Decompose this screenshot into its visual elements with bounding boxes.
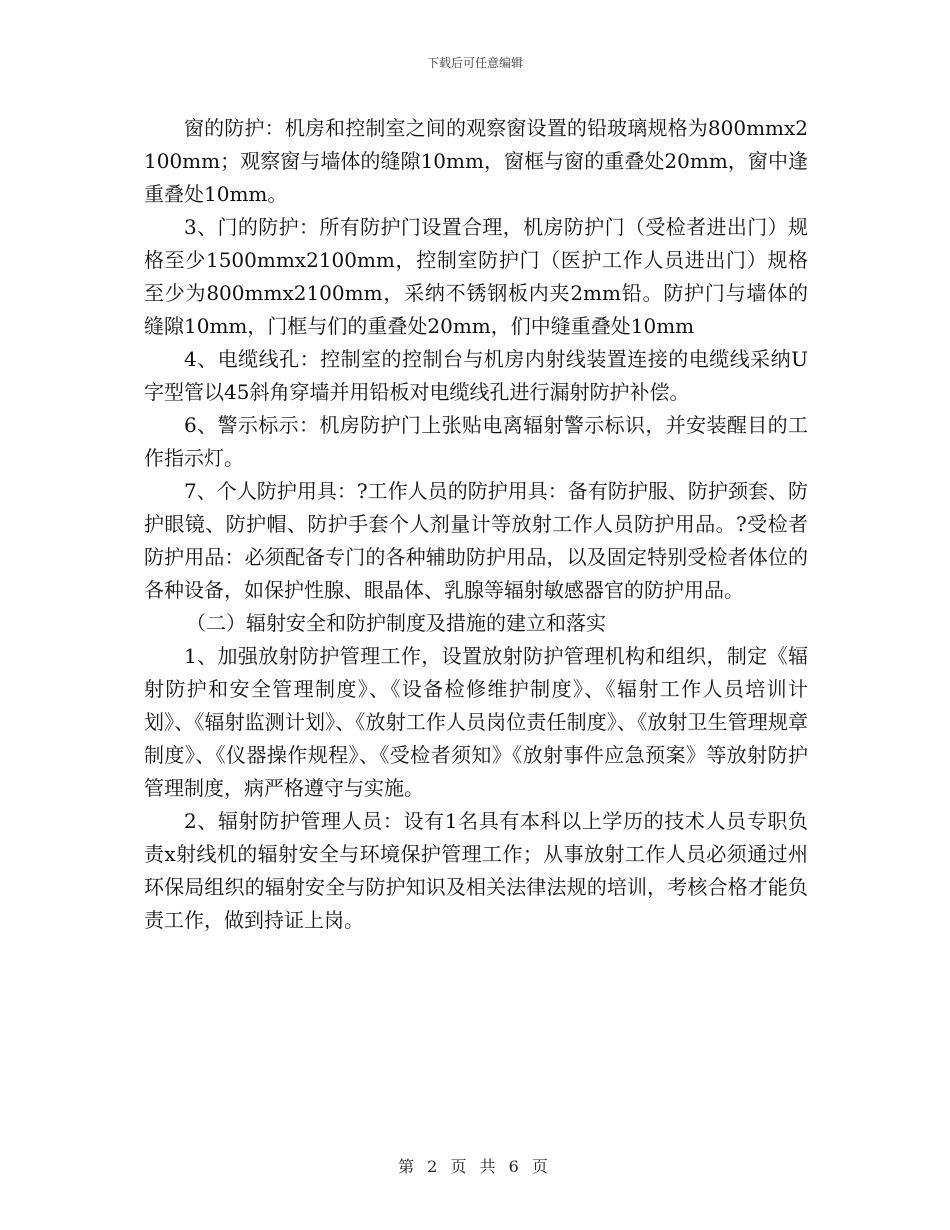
paragraph-management-staff: 2、辐射防护管理人员：设有1名具有本科以上学历的技术人员专职负责x射线机的辐射安全与环境保护管理工作；从事放射工作人员必须通过州环保局组织的辐射安全与防护知识及相关法律法规的培训，考核合格才能负责工作，做到持证上岗。 (144, 809, 808, 932)
section-heading: （二）辐射安全和防护制度及措施的建立和落实 (186, 611, 606, 635)
paragraph-warning-signs: 6、警示标示：机房防护门上张贴电离辐射警示标识，并安装醒目的工作指示灯。 (144, 413, 808, 470)
paragraph-door-protection: 3、门的防护：所有防护门设置合理，机房防护门（受检者进出门）规格至少1500mmx2100mm，控制室防护门（医护工作人员进出门）规格至少为800mmx2100mm，采纳不锈钢板内夹2mm铅。防护门与墙体的缝隙10mm，门框与们的重叠处20mm，们中缝重叠处10mm (144, 215, 808, 338)
page-footer: 第 2 页 共 6 页 (398, 1157, 552, 1176)
paragraph-management-system: 1、加强放射防护管理工作，设置放射防护管理机构和组织，制定《辐射防护和安全管理制度》、《设备检修维护制度》、《辐射工作人员培训计划》、《辐射监测计划》、《放射工作人员岗位责任制度》、《放射卫生管理规章制度》、《仪器操作规程》、《受检者须知》《放射事件应急预案》等放射防护管理制度，病严格遵守与实施。 (144, 644, 808, 800)
document-body (144, 112, 808, 937)
paragraph-personal-protection: 7、个人防护用具：?工作人员的防护用具：备有防护服、防护颈套、防护眼镜、防护帽、防护手套个人剂量计等放射工作人员防护用品。?受检者防护用品：必须配备专门的各种辅助防护用品，以及固定特别受检者体位的各种设备，如保护性腺、眼晶体、乳腺等辐射敏感器官的防护用品。 (144, 479, 808, 602)
page-header: 下载后可任意编辑 (426, 56, 523, 70)
paragraph-cable-holes: 4、电缆线孔：控制室的控制台与机房内射线装置连接的电缆线采纳U字型管以45斜角穿墙并用铅板对电缆线孔进行漏射防护补偿。 (144, 347, 808, 404)
paragraph-window-protection: 窗的防护：机房和控制室之间的观察窗设置的铅玻璃规格为800mmx2100mm；观察窗与墙体的缝隙10mm，窗框与窗的重叠处20mm，窗中逢重叠处10mm。 (144, 116, 808, 206)
